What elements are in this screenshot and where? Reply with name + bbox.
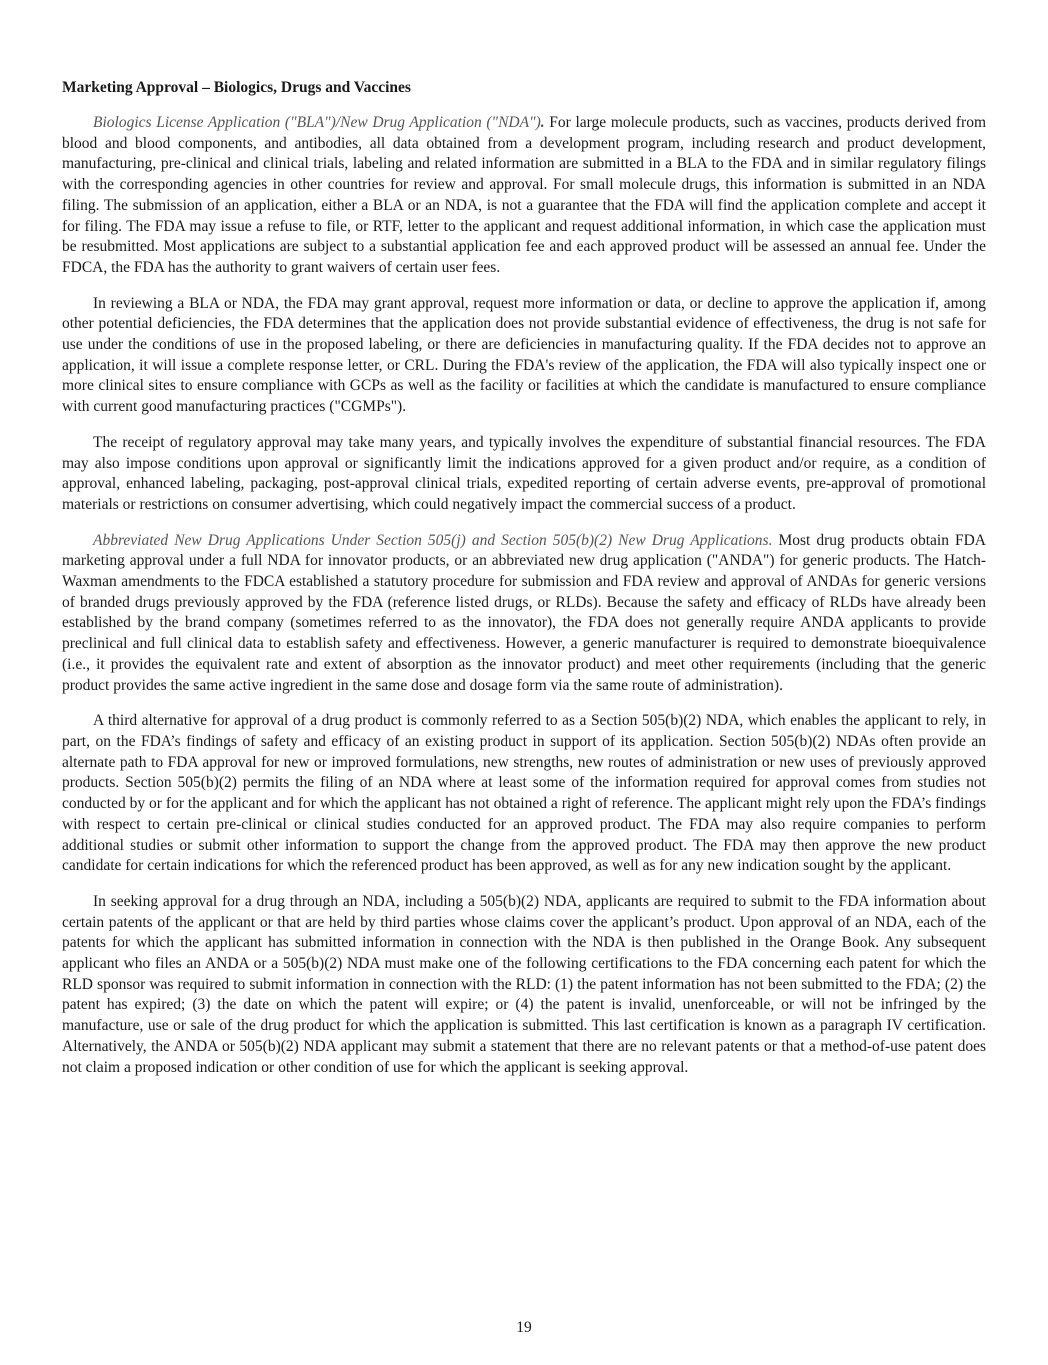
paragraph-text: The receipt of regulatory approval may take many years, and typically involves the expenditure of substantial financial resources. The FDA may also impose conditions upon approval or significantly limit the indications approved for a given product and/or require, as a condition of approval, enhanced labeling, packaging, post-approval clinical trials, expedited reporting of certain adverse events, pre-approval of promotional materials or restrictions on consumer advertising, which could negatively impact the commercial success of a product. — [62, 433, 986, 513]
paragraph-505b2 — [62, 711, 986, 877]
paragraph-bla-nda — [62, 113, 986, 279]
section-heading: Marketing Approval – Biologics, Drugs and Vaccines — [62, 79, 411, 96]
paragraph-text: A third alternative for approval of a drug product is commonly referred to as a Section 505(b)(2) NDA, which enables the applicant to rely, in part, on the FDA’s findings of safety and efficacy of an existing product in support of its application. Section 505(b)(2) NDAs often provide an alternate path to FDA approval for new or improved formulations, new strengths, new routes of administration or new uses of previously approved products. Section 505(b)(2) permits the filing of an NDA where at least some of the information required for approval comes from studies not conducted by or for the applicant and for which the applicant has not obtained a right of reference. The applicant might rely upon the FDA’s findings with respect to certain pre-clinical or clinical studies conducted for an approved product. The FDA may also require companies to perform additional studies or submit other information to support the change from the approved product. The FDA may then approve the new product candidate for certain indications for which the referenced product has been approved, as well as for any new indication sought by the applicant. — [62, 712, 986, 875]
document-page — [62, 78, 986, 1093]
run-in-heading-bla-nda: Biologics License Application ("BLA")/New Drug Application ("NDA") — [93, 114, 541, 131]
paragraph-abbreviated-nda — [62, 531, 986, 697]
paragraph-text: Most drug products obtain FDA marketing approval under a full NDA for innovator products, or an abbreviated new drug application ("ANDA") for generic products. The Hatch-Waxman amendments to the FDCA established a statutory procedure for submission and FDA review and approval of ANDAs for generic versions of branded drugs previously approved by the FDA (reference listed drugs, or RLDs). Because the safety and efficacy of RLDs have already been established by the brand company (sometimes referred to as the innovator), the FDA does not generally require ANDA applicants to provide preclinical and full clinical data to establish safety and effectiveness. However, a generic manufacturer is required to demonstrate bioequivalence (i.e., it provides the equivalent rate and extent of absorption as the innovator product) and meet other requirements (including that the generic product provides the same active ingredient in the same dose and dosage form via the same route of administration). — [62, 531, 986, 694]
paragraph-regulatory-approval — [62, 433, 986, 516]
paragraph-text: In seeking approval for a drug through an NDA, including a 505(b)(2) NDA, applicants are required to submit to the FDA information about certain patents of the applicant or that are held by third parties whose claims cover the applicant’s product. Upon approval of an NDA, each of the patents for which the applicant has submitted information in connection with the NDA is then published in the Orange Book. Any subsequent applicant who files an ANDA or a 505(b)(2) NDA must make one of the following certifications to the FDA concerning each patent for which the RLD sponsor was required to submit information in connection with the RLD: (1) the patent information has not been submitted to the FDA; (2) the patent has expired; (3) the date on which the patent will expire; or (4) the patent is invalid, unenforceable, or will not be infringed by the manufacture, use or sale of the drug product for which the application is submitted. This last certification is known as a paragraph IV certification. Alternatively, the ANDA or 505(b)(2) NDA applicant may submit a statement that there are no relevant patents or that a method-of-use patent does not claim a proposed indication or other condition of use for which the applicant is seeking approval. — [62, 892, 986, 1076]
page-number: 19 — [516, 1319, 532, 1336]
paragraph-text: For large molecule products, such as vaccines, products derived from blood and blood components, and antibodies, all data obtained from a development program, including research and product development, manufacturing, pre-clinical and clinical trials, labeling and related information are submitted in a BLA to the FDA and in similar regulatory filings with the corresponding agencies in other countries for review and approval. For small molecule drugs, this information is submitted in an NDA filing. The submission of an application, either a BLA or an NDA, is not a guarantee that the FDA will find the application complete and accept it for filing. The FDA may issue a refuse to file, or RTF, letter to the applicant and request additional information, in which case the application must be resubmitted. Most applications are subject to a substantial application fee and each approved product will be assessed an annual fee. Under the FDCA, the FDA has the authority to grant waivers of certain user fees. — [62, 114, 987, 276]
paragraph-text: In reviewing a BLA or NDA, the FDA may grant approval, request more information or data, or decline to approve the application if, among other potential deficiencies, the FDA determines that the application does not provide substantial evidence of effectiveness, the drug is not safe for use under the conditions of use in the proposed labeling, or there are deficiencies in manufacturing quality. If the FDA decides not to approve an application, it will issue a complete response letter, or CRL. During the FDA's review of the application, the FDA will also typically inspect one or more clinical sites to ensure compliance with GCPs as well as the facility or facilities at which the candidate is manufactured to ensure compliance with current good manufacturing practices ("CGMPs"). — [62, 294, 986, 416]
paragraph-patent-certification — [62, 892, 986, 1078]
run-in-heading-period: . — [540, 114, 545, 131]
paragraph-reviewing-bla — [62, 294, 986, 418]
run-in-heading-anda: Abbreviated New Drug Applications Under Section 505(j) and Section 505(b)(2) New Drug Applications. — [93, 531, 773, 549]
